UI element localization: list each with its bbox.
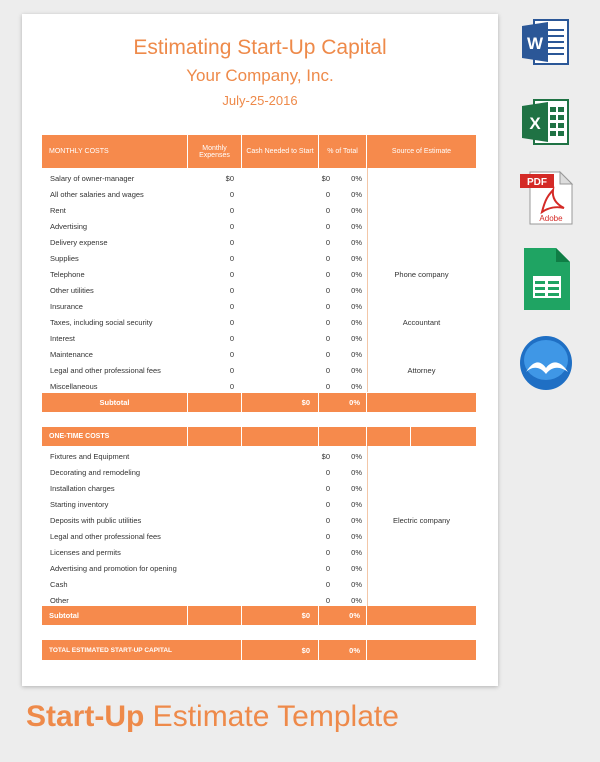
row-label: Starting inventory (50, 500, 109, 509)
table-row (42, 480, 476, 496)
row-pct-value: 0% (351, 580, 362, 589)
onetime-subtotal-row (42, 606, 476, 625)
row-monthly-value: 0 (229, 302, 234, 311)
table-row (42, 560, 476, 576)
row-monthly-value: 0 (229, 254, 234, 263)
table-row (42, 202, 476, 218)
row-pct-value: 0% (351, 532, 362, 541)
document-title: Estimating Start-Up Capital (133, 36, 387, 59)
row-pct-value: 0% (351, 270, 362, 279)
table-row (42, 448, 476, 464)
row-cash-value: $0 (321, 174, 330, 183)
row-pct-value: 0% (351, 564, 362, 573)
subtotal-source-cell (367, 393, 476, 412)
table-row (42, 512, 476, 528)
subtotal-source-cell (367, 606, 476, 625)
row-pct-value: 0% (351, 222, 362, 231)
document-sheet (22, 14, 498, 686)
table-row (42, 464, 476, 480)
table-row (42, 330, 476, 346)
row-cash-value: 0 (325, 318, 330, 327)
row-label: Advertising (50, 222, 88, 231)
sheets-icon[interactable] (520, 246, 572, 312)
row-cash-value: 0 (325, 222, 330, 231)
row-cash-value: 0 (325, 484, 330, 493)
row-cash-value: 0 (325, 500, 330, 509)
row-label: Licenses and permits (50, 548, 121, 557)
row-label: Decorating and remodeling (50, 468, 141, 477)
table-row (42, 266, 476, 282)
row-cash-value: 0 (325, 366, 330, 375)
row-monthly-value: 0 (229, 286, 234, 295)
table-row (42, 282, 476, 298)
row-monthly-value: $0 (225, 174, 234, 183)
row-label: Legal and other professional fees (50, 366, 161, 375)
row-cash-value: 0 (325, 580, 330, 589)
table-row (42, 186, 476, 202)
row-pct-value: 0% (351, 334, 362, 343)
row-pct-value: 0% (351, 190, 362, 199)
excel-icon[interactable] (520, 96, 572, 148)
row-pct-value: 0% (351, 174, 362, 183)
table-row (42, 234, 476, 250)
table-row (42, 362, 476, 378)
row-monthly-value: 0 (229, 334, 234, 343)
row-monthly-value: 0 (229, 190, 234, 199)
banner-rest-text: Estimate Template (144, 700, 399, 733)
row-label: Supplies (50, 254, 79, 263)
monthly-subtotal-row (42, 393, 476, 412)
row-pct-value: 0% (351, 596, 362, 605)
document-date: July-25-2016 (222, 93, 298, 108)
row-pct-value: 0% (351, 350, 362, 359)
row-source: Phone company (394, 270, 449, 279)
row-label: Insurance (50, 302, 83, 311)
row-label: Installation charges (50, 484, 115, 493)
row-label: Interest (50, 334, 76, 343)
subtotal-cash: $0 (242, 606, 319, 625)
row-source: Accountant (402, 318, 441, 327)
row-label: Rent (50, 206, 66, 215)
row-label: Legal and other professional fees (50, 532, 161, 541)
row-source: Attorney (407, 366, 436, 375)
subtotal-pct: 0% (319, 393, 367, 412)
table-row (42, 298, 476, 314)
total-label: TOTAL ESTIMATED START-UP CAPITAL (42, 640, 242, 660)
row-label: Other utilities (50, 286, 94, 295)
table-row (42, 218, 476, 234)
row-pct-value: 0% (351, 468, 362, 477)
row-cash-value: 0 (325, 190, 330, 199)
banner-bold-text: Start-Up (26, 700, 145, 733)
onetime-cash-cell (242, 427, 319, 446)
subtotal-label: Subtotal (42, 393, 188, 412)
row-pct-value: 0% (351, 500, 362, 509)
row-label: Fixtures and Equipment (50, 452, 130, 461)
monthly-costs-header: MONTHLY COSTS (42, 135, 188, 168)
row-label: Telephone (50, 270, 85, 279)
row-cash-value: 0 (325, 206, 330, 215)
subtotal-cash: $0 (242, 393, 319, 412)
onetime-header-row (42, 427, 476, 446)
row-label: Taxes, including social security (50, 318, 153, 327)
row-label: Miscellaneous (50, 382, 98, 391)
pdf-icon[interactable] (520, 168, 572, 226)
row-cash-value: $0 (321, 452, 330, 461)
row-monthly-value: 0 (229, 270, 234, 279)
subtotal-monthly-cell (188, 606, 242, 625)
row-cash-value: 0 (325, 238, 330, 247)
percent-total-header: % of Total (319, 135, 367, 168)
table-row (42, 528, 476, 544)
row-cash-value: 0 (325, 382, 330, 391)
row-monthly-value: 0 (229, 382, 234, 391)
onetime-source-cell-a (367, 427, 411, 446)
row-label: Maintenance (50, 350, 93, 359)
row-label: Salary of owner-manager (50, 174, 135, 183)
total-row (42, 640, 476, 660)
row-cash-value: 0 (325, 302, 330, 311)
onetime-monthly-cell (188, 427, 242, 446)
row-label: Delivery expense (50, 238, 108, 247)
row-cash-value: 0 (325, 548, 330, 557)
monthly-header-row (42, 135, 476, 168)
table-row (42, 576, 476, 592)
row-monthly-value: 0 (229, 206, 234, 215)
row-monthly-value: 0 (229, 222, 234, 231)
total-cash: $0 (242, 640, 319, 660)
row-pct-value: 0% (351, 318, 362, 327)
openoffice-icon[interactable] (518, 334, 574, 392)
svg-text:PDF: PDF (527, 177, 547, 188)
table-row (42, 496, 476, 512)
row-pct-value: 0% (351, 206, 362, 215)
word-icon[interactable] (520, 16, 572, 68)
row-pct-value: 0% (351, 516, 362, 525)
table-row (42, 314, 476, 330)
row-source: Electric company (392, 516, 451, 525)
row-pct-value: 0% (351, 548, 362, 557)
row-monthly-value: 0 (229, 318, 234, 327)
row-pct-value: 0% (351, 286, 362, 295)
table-row (42, 378, 476, 394)
row-label: Advertising and promotion for opening (50, 564, 177, 573)
row-pct-value: 0% (351, 484, 362, 493)
svg-text:W: W (526, 34, 544, 53)
row-cash-value: 0 (325, 532, 330, 541)
row-cash-value: 0 (325, 516, 330, 525)
subtotal-label: Subtotal (42, 606, 188, 625)
source-estimate-header: Source of Estimate (391, 148, 452, 155)
row-pct-value: 0% (351, 366, 362, 375)
company-name: Your Company, Inc. (186, 66, 334, 85)
row-pct-value: 0% (351, 238, 362, 247)
row-monthly-value: 0 (229, 350, 234, 359)
row-cash-value: 0 (325, 334, 330, 343)
row-cash-value: 0 (325, 596, 330, 605)
row-pct-value: 0% (351, 254, 362, 263)
onetime-costs-header: ONE-TIME COSTS (42, 427, 188, 446)
svg-text:Adobe: Adobe (539, 214, 563, 223)
row-cash-value: 0 (325, 254, 330, 263)
table-row (42, 250, 476, 266)
total-source-cell (367, 640, 476, 660)
row-pct-value: 0% (351, 302, 362, 311)
subtotal-pct: 0% (319, 606, 367, 625)
table-row (42, 170, 476, 186)
table-row (42, 346, 476, 362)
row-pct-value: 0% (351, 382, 362, 391)
monthly-expenses-header: Monthly Expenses (188, 135, 242, 168)
row-cash-value: 0 (325, 350, 330, 359)
row-cash-value: 0 (325, 468, 330, 477)
row-label: All other salaries and wages (50, 190, 144, 199)
row-monthly-value: 0 (229, 366, 234, 375)
table-row (42, 544, 476, 560)
row-pct-value: 0% (351, 452, 362, 461)
onetime-pct-cell (319, 427, 367, 446)
onetime-source-cell-b (411, 427, 476, 446)
subtotal-monthly-cell (188, 393, 242, 412)
svg-text:X: X (529, 114, 541, 133)
row-label: Cash (50, 580, 68, 589)
row-cash-value: 0 (325, 286, 330, 295)
template-banner (26, 700, 399, 734)
row-cash-value: 0 (325, 270, 330, 279)
row-monthly-value: 0 (229, 238, 234, 247)
row-label: Deposits with public utilities (50, 516, 142, 525)
row-cash-value: 0 (325, 564, 330, 573)
total-pct: 0% (319, 640, 367, 660)
row-label: Other (50, 596, 69, 605)
cash-needed-header: Cash Needed to Start (242, 135, 319, 168)
